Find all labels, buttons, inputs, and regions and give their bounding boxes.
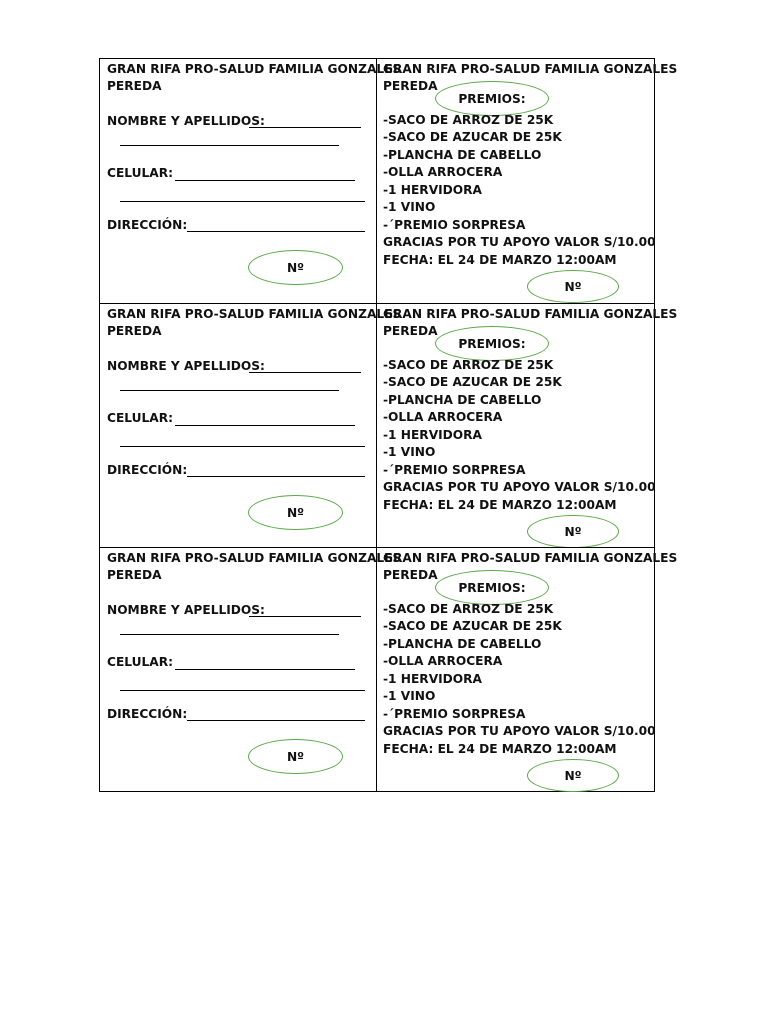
prize-item: -PLANCHA DE CABELLO xyxy=(383,393,542,407)
prize-item: -SACO DE ARROZ DE 25K xyxy=(383,602,554,616)
address-fill-line[interactable] xyxy=(187,231,365,232)
stub-title-line1: GRAN RIFA PRO-SALUD FAMILIA GONZALES xyxy=(107,307,402,321)
address-label: DIRECCIÓN: xyxy=(107,218,188,232)
prize-item: -SACO DE AZUCAR DE 25K xyxy=(383,375,562,389)
prize-item: -SACO DE AZUCAR DE 25K xyxy=(383,130,562,144)
ticket-stub xyxy=(100,304,402,548)
phone-fill-line-2[interactable] xyxy=(120,201,365,202)
main-title-line1: GRAN RIFA PRO-SALUD FAMILIA GONZALES xyxy=(383,62,678,76)
number-label: Nº xyxy=(286,749,305,764)
ticket-main xyxy=(377,59,678,303)
prizes-oval xyxy=(435,570,549,605)
prizes-oval xyxy=(435,81,549,116)
main-title-line1: GRAN RIFA PRO-SALUD FAMILIA GONZALES xyxy=(383,551,678,565)
prize-item: -OLLA ARROCERA xyxy=(383,410,503,424)
draw-date: FECHA: EL 24 DE MARZO 12:00AM xyxy=(383,498,617,512)
number-label: Nº xyxy=(564,768,582,783)
number-oval xyxy=(527,759,619,792)
address-label: DIRECCIÓN: xyxy=(107,707,188,721)
main-title-line2: PEREDA xyxy=(383,79,438,93)
name-fill-line-2[interactable] xyxy=(120,145,339,146)
name-fill-line[interactable] xyxy=(249,372,361,373)
prize-item: -´PREMIO SORPRESA xyxy=(383,218,526,232)
prize-item: -OLLA ARROCERA xyxy=(383,654,503,668)
prize-item: -OLLA ARROCERA xyxy=(383,165,503,179)
prize-item: -1 HERVIDORA xyxy=(383,672,482,686)
prize-item: -1 VINO xyxy=(383,200,436,214)
prize-item: -PLANCHA DE CABELLO xyxy=(383,637,542,651)
main-title-line1: GRAN RIFA PRO-SALUD FAMILIA GONZALES xyxy=(383,307,678,321)
phone-label: CELULAR: xyxy=(107,655,173,669)
name-fill-line-2[interactable] xyxy=(120,390,339,391)
ticket-row xyxy=(100,547,678,792)
number-label: Nº xyxy=(564,524,582,539)
number-oval xyxy=(527,515,619,548)
number-oval xyxy=(248,739,343,774)
ticket-stub xyxy=(100,548,402,792)
number-label: Nº xyxy=(564,279,582,294)
stub-title-line2: PEREDA xyxy=(107,568,162,582)
phone-fill-line[interactable] xyxy=(175,425,355,426)
prizes-label: PREMIOS: xyxy=(458,336,526,351)
name-label: NOMBRE Y APELLIDOS: xyxy=(107,359,265,373)
name-fill-line[interactable] xyxy=(249,616,361,617)
prize-item: -1 VINO xyxy=(383,689,436,703)
main-title-line2: PEREDA xyxy=(383,324,438,338)
address-fill-line[interactable] xyxy=(187,476,365,477)
prize-item: -SACO DE ARROZ DE 25K xyxy=(383,358,554,372)
name-label: NOMBRE Y APELLIDOS: xyxy=(107,603,265,617)
number-label: Nº xyxy=(286,505,305,520)
draw-date: FECHA: EL 24 DE MARZO 12:00AM xyxy=(383,742,617,756)
ticket-stub xyxy=(100,59,402,303)
stub-title-line1: GRAN RIFA PRO-SALUD FAMILIA GONZALES xyxy=(107,551,402,565)
thanks-text: GRACIAS POR TU APOYO VALOR S/10.00 xyxy=(383,480,656,494)
address-fill-line[interactable] xyxy=(187,720,365,721)
name-fill-line-2[interactable] xyxy=(120,634,339,635)
prizes-label: PREMIOS: xyxy=(458,91,526,106)
prize-item: -PLANCHA DE CABELLO xyxy=(383,148,542,162)
ticket-main xyxy=(377,304,678,548)
number-label: Nº xyxy=(286,260,305,275)
prize-item: -SACO DE AZUCAR DE 25K xyxy=(383,619,562,633)
phone-fill-line[interactable] xyxy=(175,669,355,670)
thanks-text: GRACIAS POR TU APOYO VALOR S/10.00 xyxy=(383,235,656,249)
ticket-row xyxy=(100,59,678,303)
name-fill-line[interactable] xyxy=(249,127,361,128)
phone-label: CELULAR: xyxy=(107,411,173,425)
stub-title-line2: PEREDA xyxy=(107,324,162,338)
number-oval xyxy=(527,270,619,303)
stub-title-line2: PEREDA xyxy=(107,79,162,93)
address-label: DIRECCIÓN: xyxy=(107,463,188,477)
number-oval xyxy=(248,495,343,530)
prize-item: -´PREMIO SORPRESA xyxy=(383,707,526,721)
thanks-text: GRACIAS POR TU APOYO VALOR S/10.00 xyxy=(383,724,656,738)
prize-item: -´PREMIO SORPRESA xyxy=(383,463,526,477)
stub-title-line1: GRAN RIFA PRO-SALUD FAMILIA GONZALES xyxy=(107,62,402,76)
prizes-label: PREMIOS: xyxy=(458,580,526,595)
draw-date: FECHA: EL 24 DE MARZO 12:00AM xyxy=(383,253,617,267)
number-oval xyxy=(248,250,343,285)
ticket-main xyxy=(377,548,678,792)
phone-label: CELULAR: xyxy=(107,166,173,180)
prize-item: -1 HERVIDORA xyxy=(383,428,482,442)
prize-item: -SACO DE ARROZ DE 25K xyxy=(383,113,554,127)
phone-fill-line-2[interactable] xyxy=(120,690,365,691)
prize-item: -1 HERVIDORA xyxy=(383,183,482,197)
phone-fill-line-2[interactable] xyxy=(120,446,365,447)
prize-item: -1 VINO xyxy=(383,445,436,459)
name-label: NOMBRE Y APELLIDOS: xyxy=(107,114,265,128)
main-title-line2: PEREDA xyxy=(383,568,438,582)
raffle-ticket-sheet xyxy=(99,58,678,792)
prizes-oval xyxy=(435,326,549,361)
ticket-row xyxy=(100,303,678,548)
phone-fill-line[interactable] xyxy=(175,180,355,181)
